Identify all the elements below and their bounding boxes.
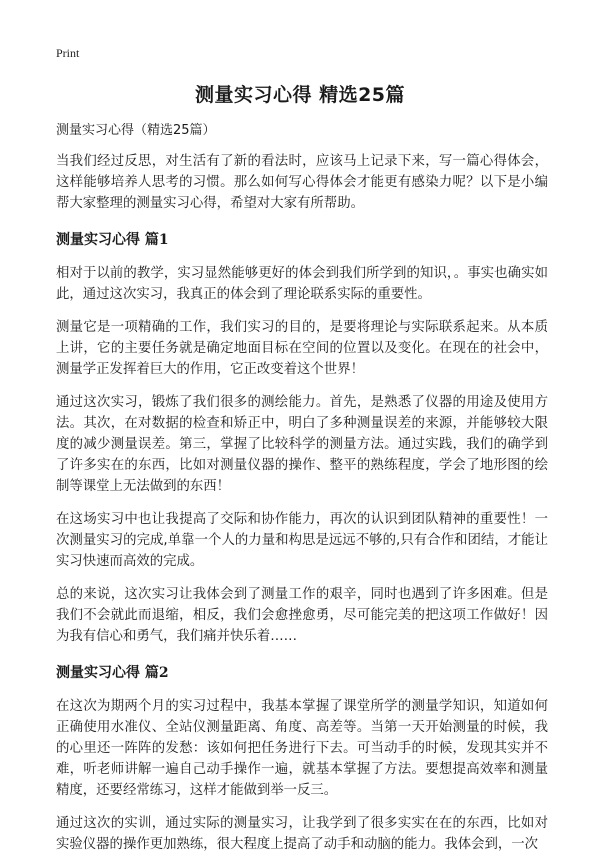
paragraph: 测量它是一项精确的工作，我们实习的目的，是要将理论与实际联系起来。从本质上讲，它的主要任务就是确定地面目标在空间的位置以及变化。在现在的社会中，测量学正发挥着巨大的作用，它正改变着这个世界！ bbox=[56, 320, 548, 377]
section-1 bbox=[56, 230, 548, 647]
section-heading: 测量实习心得 篇1 bbox=[56, 232, 169, 248]
intro-paragraph: 当我们经过反思，对生活有了新的看法时，应该马上记录下来，写一篇心得体会，这样能够培养人思考的习惯。那么如何写心得体会才能更有感染力呢？以下是小编帮大家整理的测量实习心得，希望对大家有所帮助。 bbox=[56, 154, 548, 211]
paragraph: 在这场实习中也让我提高了交际和协作能力，再次的认识到团队精神的重要性！一次测量实习的完成,单靠一个人的力量和构思是远远不够的,只有合作和团结，才能让实习快速而高效的完成。 bbox=[56, 512, 548, 569]
paragraph: 相对于以前的教学，实习显然能够更好的体会到我们所学到的知识，。事实也确实如此，通过这次实习，我真正的体会到了理论联系实际的重要性。 bbox=[56, 266, 548, 302]
page-title: 测量实习心得 精选25篇 bbox=[194, 84, 406, 106]
document-subtitle: 测量实习心得（精选25篇） bbox=[56, 123, 216, 138]
paragraph: 总的来说，这次实习让我体会到了测量工作的艰辛，同时也遇到了许多困难。但是我们不会就此而退缩，相反，我们会愈挫愈勇，尽可能完美的把这项工作做好！因为我有信心和勇气，我们痛并快乐着…… bbox=[56, 587, 548, 644]
paragraph: 通过这次的实训，通过实际的测量实习，让我学到了很多实实在在的东西，比如对实验仪器的操作更加熟练，很大程度上提高了动手和动脑的能力。我体会到，一次 bbox=[56, 816, 548, 852]
paragraph: 在这次为期两个月的实习过程中，我基本掌握了课堂所学的测量学知识，知道如何正确使用水准仪、全站仪测量距离、角度、高差等。当第一天开始测量的时候，我的心里还一阵阵的发愁：该如何把任务进行下去。可当动手的时候，发现其实并不难，听老师讲解一遍自己动手操作一遍，就基本掌握了方法。要想提高效率和测量精度，还要经常练习，这样才能做到举一反三。 bbox=[56, 699, 548, 798]
section-2 bbox=[56, 663, 548, 855]
article-body bbox=[56, 120, 548, 867]
section-heading: 测量实习心得 篇2 bbox=[56, 665, 169, 681]
print-link[interactable]: Print bbox=[56, 46, 80, 60]
paragraph: 通过这次实习，锻炼了我们很多的测绘能力。首先，是熟悉了仪器的用途及使用方法。其次，在对数据的检查和矫正中，明白了多种测量误差的来源，并能够较大限度的减少测量误差。第三，掌握了比较科学的测量方法。通过实践，我们的确学到了许多实在的东西，比如对测量仪器的操作、整平的熟练程度，学会了地形图的绘制等课堂上无法做到的东西！ bbox=[56, 395, 548, 494]
